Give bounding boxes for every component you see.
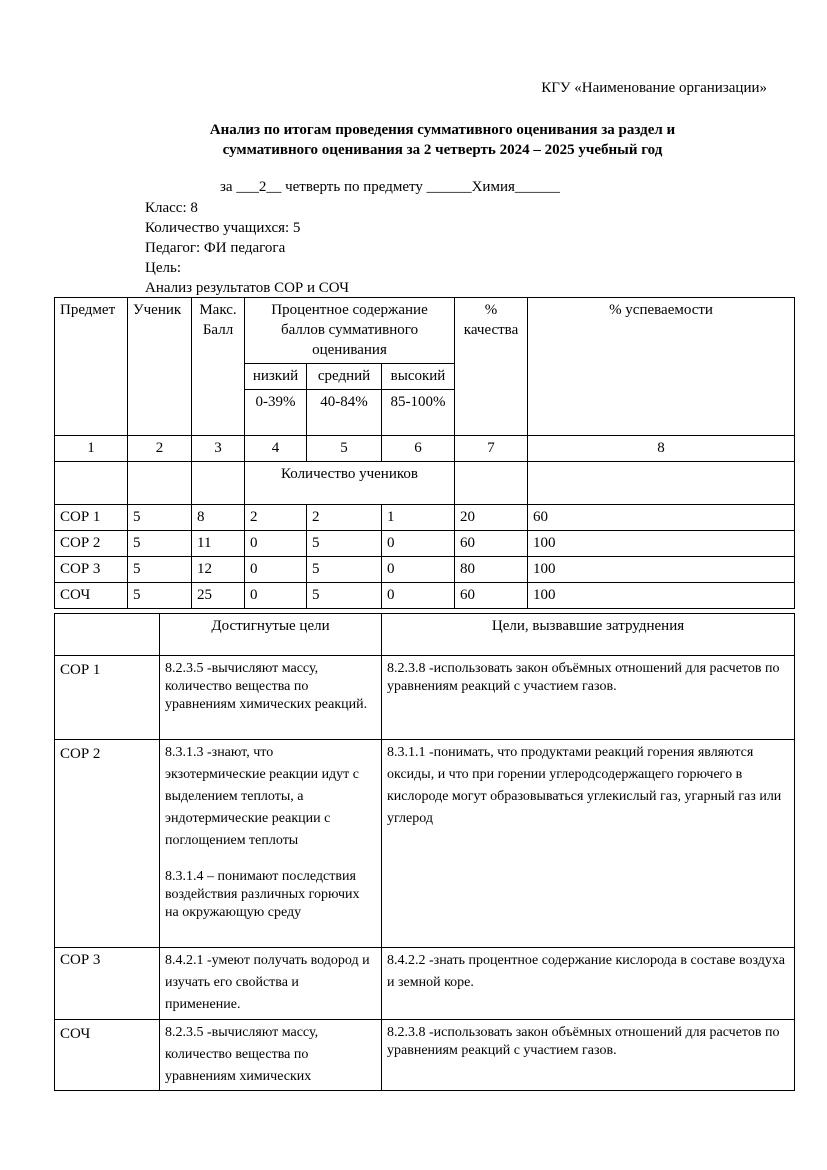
empty-cell — [192, 462, 245, 505]
document-title — [0, 120, 827, 160]
row-low: 0 — [245, 583, 307, 609]
row-medium: 2 — [307, 505, 382, 531]
goal-info: Цель: — [145, 260, 181, 276]
empty-cell — [55, 462, 128, 505]
header-max-score: Макс. Балл — [192, 298, 245, 436]
header-difficult-goals: Цели, вызвавшие затруднения — [382, 614, 795, 656]
teacher-info: Педагог: ФИ педагога — [145, 240, 286, 256]
empty-cell — [128, 462, 192, 505]
row-medium: 5 — [307, 557, 382, 583]
row-subject: СОР 1 — [55, 505, 128, 531]
col-number: 6 — [382, 436, 455, 462]
header-percent-content: Процентное содержание баллов суммативного оценивания — [245, 298, 455, 364]
goals-table — [54, 613, 795, 1091]
row-name: СОР 1 — [55, 656, 160, 740]
header-student: Ученик — [128, 298, 192, 436]
row-progress: 100 — [528, 557, 795, 583]
row-max: 8 — [192, 505, 245, 531]
table-row — [55, 583, 795, 609]
row-difficulties: 8.3.1.1 -понимать, что продуктами реакций горения являются оксиды, и что при горении углеродсодержащего горючего в кислороде могут образовываться углекислый газ, угарный газ или углерод — [382, 740, 795, 948]
students-count-info: Количество учащихся: 5 — [145, 220, 301, 236]
col-number: 3 — [192, 436, 245, 462]
organization-name: КГУ «Наименование организации» — [541, 80, 767, 96]
row-quality: 60 — [455, 583, 528, 609]
row-high: 0 — [382, 531, 455, 557]
table-row — [55, 740, 795, 948]
row-student: 5 — [128, 505, 192, 531]
row-max: 12 — [192, 557, 245, 583]
col-number: 4 — [245, 436, 307, 462]
row-name: СОР 2 — [55, 740, 160, 948]
col-number: 5 — [307, 436, 382, 462]
analysis-info: Анализ результатов СОР и СОЧ — [145, 280, 350, 296]
header-progress: % успеваемости — [528, 298, 795, 436]
results-table — [54, 297, 795, 609]
title-line-1: Анализ по итогам проведения суммативного оценивания за раздел и — [209, 122, 676, 138]
row-high: 1 — [382, 505, 455, 531]
row-name: СОЧ — [55, 1020, 160, 1091]
students-count-label: Количество учеников — [245, 462, 455, 505]
table-row — [55, 531, 795, 557]
range-high: 85-100% — [382, 390, 455, 436]
row-subject: СОР 2 — [55, 531, 128, 557]
row-quality: 20 — [455, 505, 528, 531]
table-row — [55, 656, 795, 740]
row-medium: 5 — [307, 583, 382, 609]
level-high: высокий — [382, 364, 455, 390]
row-medium: 5 — [307, 531, 382, 557]
row-achieved-extra: 8.3.1.4 – понимают последствия воздействия различных горючих на окружающую среду — [165, 869, 360, 920]
col-number: 1 — [55, 436, 128, 462]
row-achieved: 8.2.3.5 -вычисляют массу, количество вещества по уравнениям химических реакций. — [160, 656, 382, 740]
title-line-2: суммативного оценивания за 2 четверть 2024 – 2025 учебный год — [222, 142, 663, 158]
empty-cell — [528, 462, 795, 505]
table-row — [55, 1020, 795, 1091]
class-info: Класс: 8 — [145, 200, 198, 216]
row-low: 0 — [245, 557, 307, 583]
row-difficulties: 8.2.3.8 -использовать закон объёмных отношений для расчетов по уравнениям реакций с участием газов. — [382, 656, 795, 740]
col-number: 2 — [128, 436, 192, 462]
row-low: 2 — [245, 505, 307, 531]
empty-cell — [455, 462, 528, 505]
row-quality: 60 — [455, 531, 528, 557]
empty-cell — [55, 614, 160, 656]
row-low: 0 — [245, 531, 307, 557]
range-medium: 40-84% — [307, 390, 382, 436]
row-max: 11 — [192, 531, 245, 557]
row-progress: 60 — [528, 505, 795, 531]
row-subject: СОЧ — [55, 583, 128, 609]
header-subject: Предмет — [55, 298, 128, 436]
row-max: 25 — [192, 583, 245, 609]
row-difficulties: 8.4.2.2 -знать процентное содержание кислорода в составе воздуха и земной коре. — [382, 948, 795, 1020]
table-row — [55, 948, 795, 1020]
row-high: 0 — [382, 557, 455, 583]
level-medium: средний — [307, 364, 382, 390]
row-name: СОР 3 — [55, 948, 160, 1020]
row-achieved: 8.3.1.3 -знают, что экзотермические реакции идут с выделением теплоты, а эндотермические реакции с поглощением теплоты — [165, 745, 360, 848]
row-high: 0 — [382, 583, 455, 609]
row-progress: 100 — [528, 583, 795, 609]
row-progress: 100 — [528, 531, 795, 557]
table-row — [55, 505, 795, 531]
range-low: 0-39% — [245, 390, 307, 436]
row-difficulties: 8.2.3.8 -использовать закон объёмных отношений для расчетов по уравнениям реакций с участием газов. — [382, 1020, 795, 1091]
row-student: 5 — [128, 583, 192, 609]
row-student: 5 — [128, 531, 192, 557]
level-low: низкий — [245, 364, 307, 390]
col-number: 8 — [528, 436, 795, 462]
table-row — [55, 557, 795, 583]
row-achieved: 8.2.3.5 -вычисляют массу, количество вещества по уравнениям химических — [160, 1020, 382, 1091]
header-quality: % качества — [455, 298, 528, 436]
row-student: 5 — [128, 557, 192, 583]
row-quality: 80 — [455, 557, 528, 583]
row-subject: СОР 3 — [55, 557, 128, 583]
header-achieved-goals: Достигнутые цели — [160, 614, 382, 656]
period-subject: за ___2__ четверть по предмету ______Химия______ — [220, 179, 560, 195]
col-number: 7 — [455, 436, 528, 462]
row-achieved: 8.4.2.1 -умеют получать водород и изучать его свойства и применение. — [160, 948, 382, 1020]
